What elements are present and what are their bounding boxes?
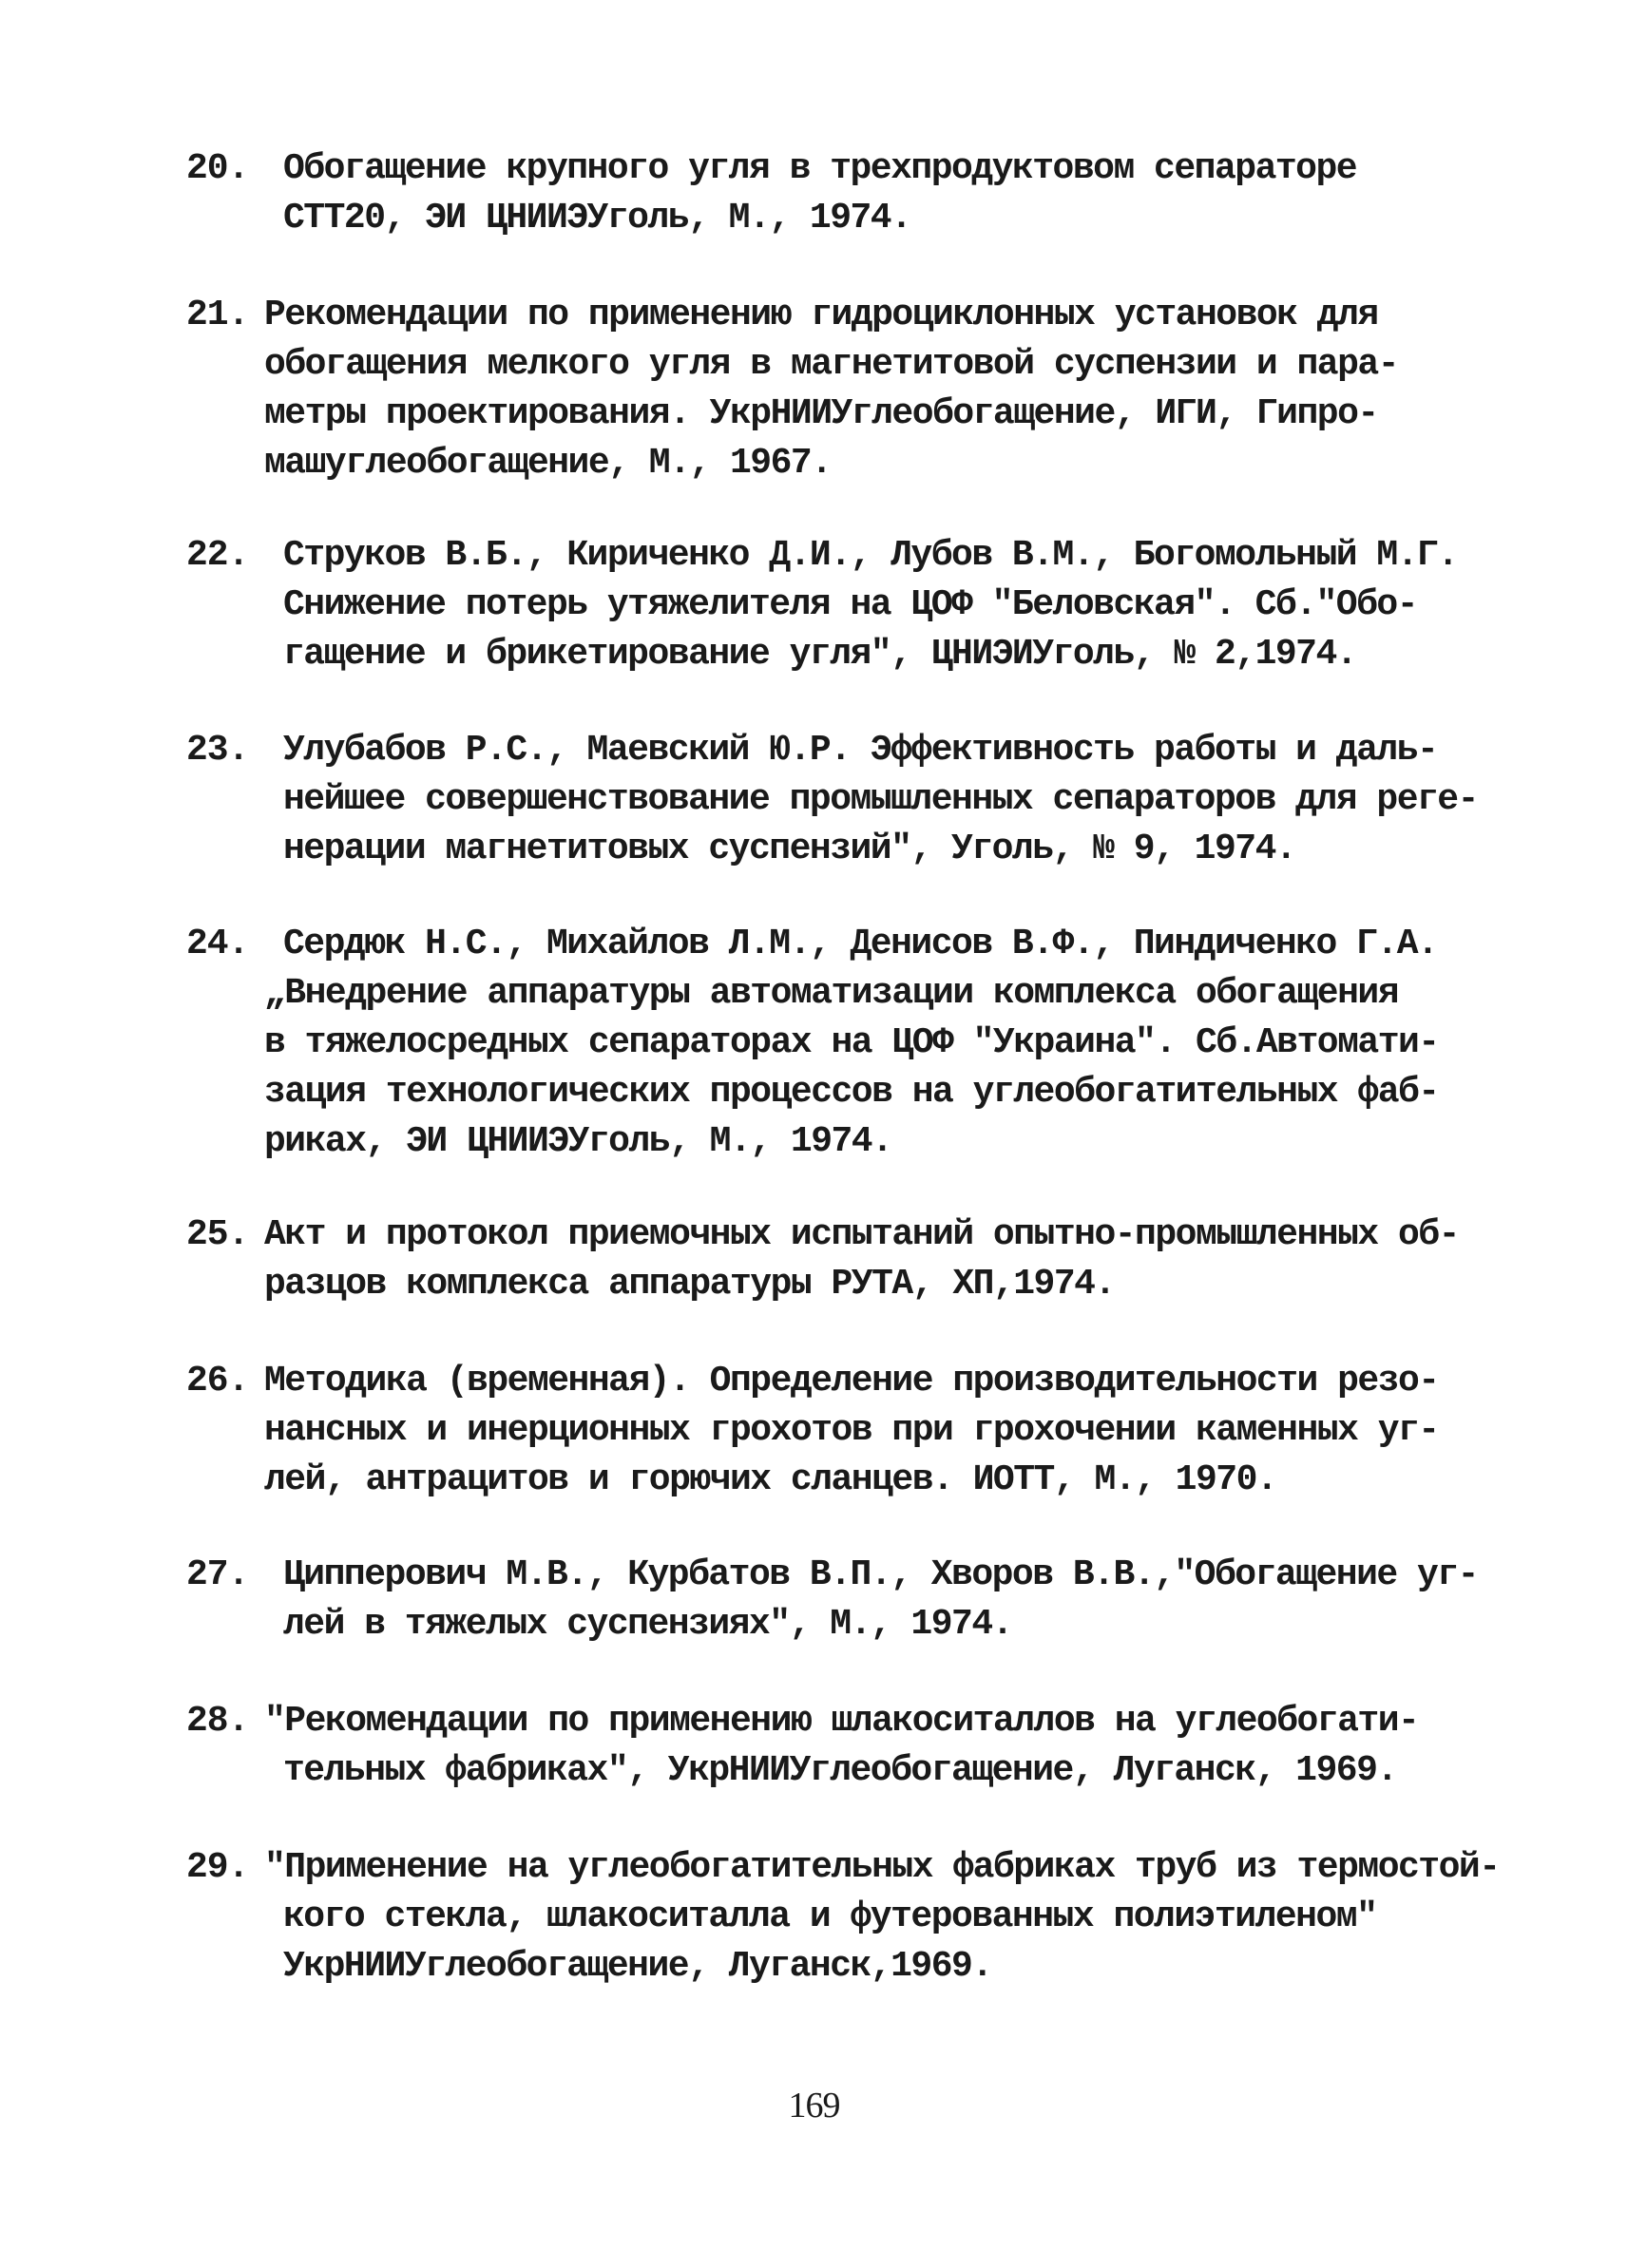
reference-line: „Внедрение аппаратуры автоматизации комплекса обогащения: [264, 973, 1399, 1014]
reference-text: [264, 1697, 1462, 1796]
reference-line: Методика (временная). Определение производительности резо-: [264, 1361, 1439, 1401]
reference-line: "Рекомендации по применению шлакоситаллов на углеобогати-: [264, 1701, 1419, 1742]
reference-text: [283, 531, 1481, 679]
reference-text: [264, 291, 1462, 488]
reference-line: тельных фабриках", УкрНИИУглеобогащение, Луганск, 1969.: [283, 1750, 1397, 1791]
reference-line: СТТ20, ЭИ ЦНИИЭУголь, М., 1974.: [283, 198, 911, 238]
reference-line: Сердюк Н.С., Михайлов Л.М., Денисов В.Ф., Пиндиченко Г.А.: [283, 924, 1438, 964]
reference-number: 22.: [186, 535, 249, 576]
reference-text: [264, 1357, 1462, 1505]
reference-line: Снижение потерь утяжелителя на ЦОФ "Беловская". Сб."Обо-: [283, 584, 1418, 625]
reference-number: 28.: [186, 1701, 249, 1742]
reference-line: кого стекла, шлакоситалла и футерованных полиэтиленом": [283, 1896, 1377, 1937]
reference-number: 21.: [186, 295, 249, 335]
reference-text: [283, 1551, 1481, 1649]
reference-line: лей в тяжелых суспензиях", М., 1974.: [283, 1604, 1012, 1645]
reference-line: нерации магнетитовых суспензий", Уголь, № 9, 1974.: [283, 829, 1296, 869]
reference-text: [264, 1843, 1500, 1992]
page-number: 169: [788, 2086, 840, 2125]
reference-line: машуглеобогащение, М., 1967.: [264, 443, 832, 484]
reference-number: 25.: [186, 1214, 249, 1255]
reference-line: Ципперович М.В., Курбатов В.П., Хворов В.В.,"Обогащение уг-: [283, 1554, 1478, 1595]
reference-line: метры проектирования. УкрНИИУглеобогащение, ИГИ, Гипро-: [264, 393, 1378, 434]
reference-line: в тяжелосредных сепараторах на ЦОФ "Украина". Сб.Автомати-: [264, 1022, 1439, 1063]
reference-number: 24.: [186, 924, 249, 964]
reference-line: Обогащение крупного угля в трехпродуктовом сепараторе: [283, 148, 1357, 189]
reference-line: обогащения мелкого угля в магнетитовой суспензии и пара-: [264, 344, 1399, 385]
reference-text: [264, 920, 1481, 1167]
reference-number: 27.: [186, 1554, 249, 1595]
reference-line: Улубабов Р.С., Маевский Ю.Р. Эффективность работы и даль-: [283, 730, 1438, 771]
reference-line: зация технологических процессов на углеобогатительных фаб-: [264, 1072, 1439, 1113]
reference-text: [283, 144, 1481, 243]
reference-line: Струков В.Б., Кириченко Д.И., Лубов В.М., Богомольный М.Г.: [283, 535, 1458, 576]
reference-line: Рекомендации по применению гидроциклонных установок для: [264, 295, 1378, 335]
reference-line: лей, антрацитов и горючих сланцев. ИОТТ, М., 1970.: [264, 1459, 1277, 1500]
reference-text: [283, 726, 1481, 874]
reference-number: 20.: [186, 148, 249, 189]
reference-line: нейшее совершенствование промышленных сепараторов для реге-: [283, 779, 1478, 820]
reference-line: УкрНИИУглеобогащение, Луганск,1969.: [283, 1946, 992, 1987]
reference-line: нансных и инерционных грохотов при грохочении каменных уг-: [264, 1410, 1439, 1451]
reference-line: "Применение на углеобогатительных фабриках труб из термостой-: [264, 1847, 1500, 1888]
reference-text: [264, 1210, 1462, 1309]
reference-number: 26.: [186, 1361, 249, 1401]
reference-line: разцов комплекса аппаратуры РУТА, ХП,1974.: [264, 1264, 1115, 1305]
reference-line: Акт и протокол приемочных испытаний опытно-промышленных об-: [264, 1214, 1459, 1255]
reference-number: 29.: [186, 1847, 249, 1888]
reference-line: риках, ЭИ ЦНИИЭУголь, М., 1974.: [264, 1121, 892, 1162]
reference-number: 23.: [186, 730, 249, 771]
reference-line: гащение и брикетирование угля", ЦНИЭИУголь, № 2,1974.: [283, 634, 1357, 675]
